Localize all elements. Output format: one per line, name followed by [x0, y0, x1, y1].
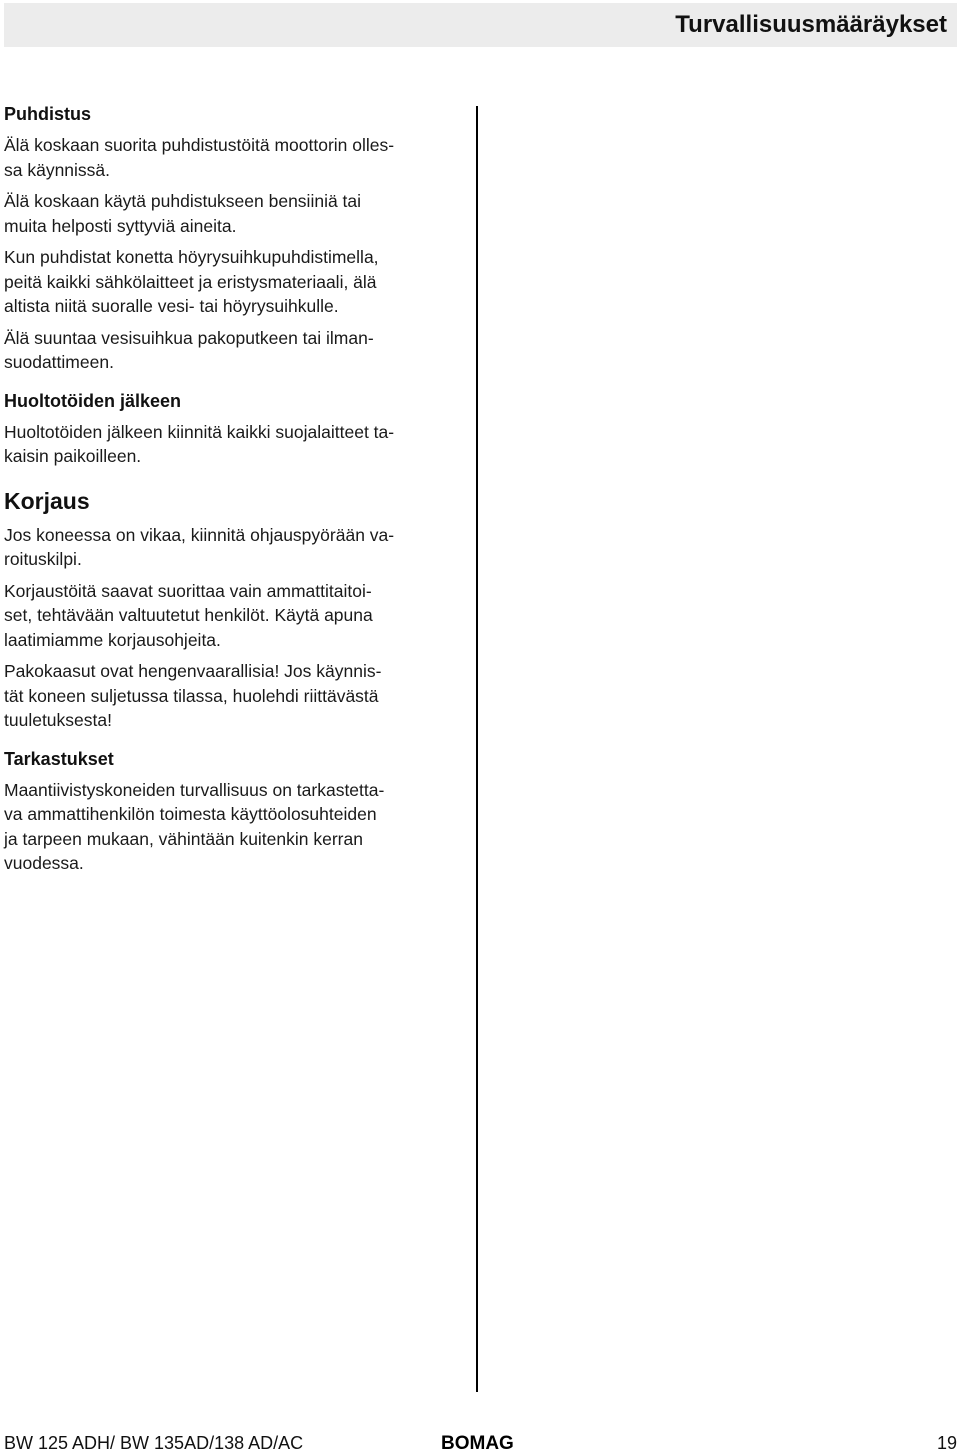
paragraph: [4, 778, 456, 876]
section-tarkastukset: [4, 747, 456, 876]
text-line: Kun puhdistat konetta höyrysuihkupuhdistimella,: [4, 247, 379, 267]
text-line: Älä koskaan käytä puhdistukseen bensiiniä tai: [4, 191, 362, 211]
text-line: Korjaustöitä saavat suorittaa vain ammattitaitoi-: [4, 580, 372, 601]
text-line: muita helposti syttyviä aineita.: [4, 215, 237, 236]
text-line: ja tarpeen mukaan, vähintään kuitenkin kerran: [4, 828, 363, 849]
text-line: Jos koneessa on vikaa, kiinnitä ohjauspyörään va-: [4, 524, 395, 545]
text-line: roituskilpi.: [4, 549, 82, 569]
column-divider: [476, 106, 478, 1392]
text-line: tuuletuksesta!: [4, 710, 112, 730]
page-title: Turvallisuusmääräykset: [675, 11, 947, 38]
section-heading-huolto: Huoltotöiden jälkeen: [4, 390, 182, 411]
text-line: Maantiivistyskoneiden turvallisuus on tarkastetta-: [4, 779, 385, 800]
page-header-bar: [4, 3, 957, 47]
text-line: laatimiamme korjausohjeita.: [4, 629, 221, 650]
text-line: sa käynnissä.: [4, 159, 111, 180]
paragraph: [4, 245, 456, 319]
text-line: suodattimeen.: [4, 352, 114, 372]
section-korjaus: [4, 486, 456, 733]
paragraph: [4, 326, 456, 375]
paragraph: [4, 133, 456, 182]
section-heading-puhdistus: Puhdistus: [4, 104, 92, 124]
paragraph: [4, 579, 456, 653]
text-line: set, tehtävään valtuutetut henkilöt. Käytä apuna: [4, 605, 373, 625]
section-puhdistus: [4, 102, 456, 375]
text-line: Huoltotöiden jälkeen kiinnitä kaikki suojalaitteet ta-: [4, 421, 395, 442]
text-line: kaisin paikoilleen.: [4, 446, 142, 466]
text-line: peitä kaikki sähkölaitteet ja eristysmateriaali, älä: [4, 271, 377, 292]
section-heading-tarkastukset: Tarkastukset: [4, 748, 114, 769]
footer-page-number: 19: [936, 1433, 957, 1453]
paragraph: [4, 659, 456, 733]
section-heading-korjaus: Korjaus: [4, 487, 90, 514]
main-column: [4, 100, 456, 876]
paragraph: [4, 523, 456, 572]
footer-model-text: BW 125 ADH/ BW 135AD/138 AD/AC: [4, 1433, 304, 1453]
section-huolto: [4, 389, 456, 469]
text-line: vuodessa.: [4, 853, 84, 873]
paragraph: [4, 189, 456, 238]
text-line: tät koneen suljetussa tilassa, huolehdi riittävästä: [4, 685, 379, 706]
text-line: va ammattihenkilön toimesta käyttöolosuhteiden: [4, 804, 377, 824]
text-line: Älä suuntaa vesisuihkua pakoputkeen tai ilman-: [4, 327, 374, 348]
text-line: Pakokaasut ovat hengenvaarallisia! Jos käynnis-: [4, 661, 382, 681]
text-line: Älä koskaan suorita puhdistustöitä moottorin olles-: [4, 135, 395, 155]
paragraph: [4, 420, 456, 469]
text-line: altista niitä suoralle vesi- tai höyrysuihkulle.: [4, 296, 339, 316]
footer-brand-logo: BOMAG: [441, 1433, 514, 1454]
